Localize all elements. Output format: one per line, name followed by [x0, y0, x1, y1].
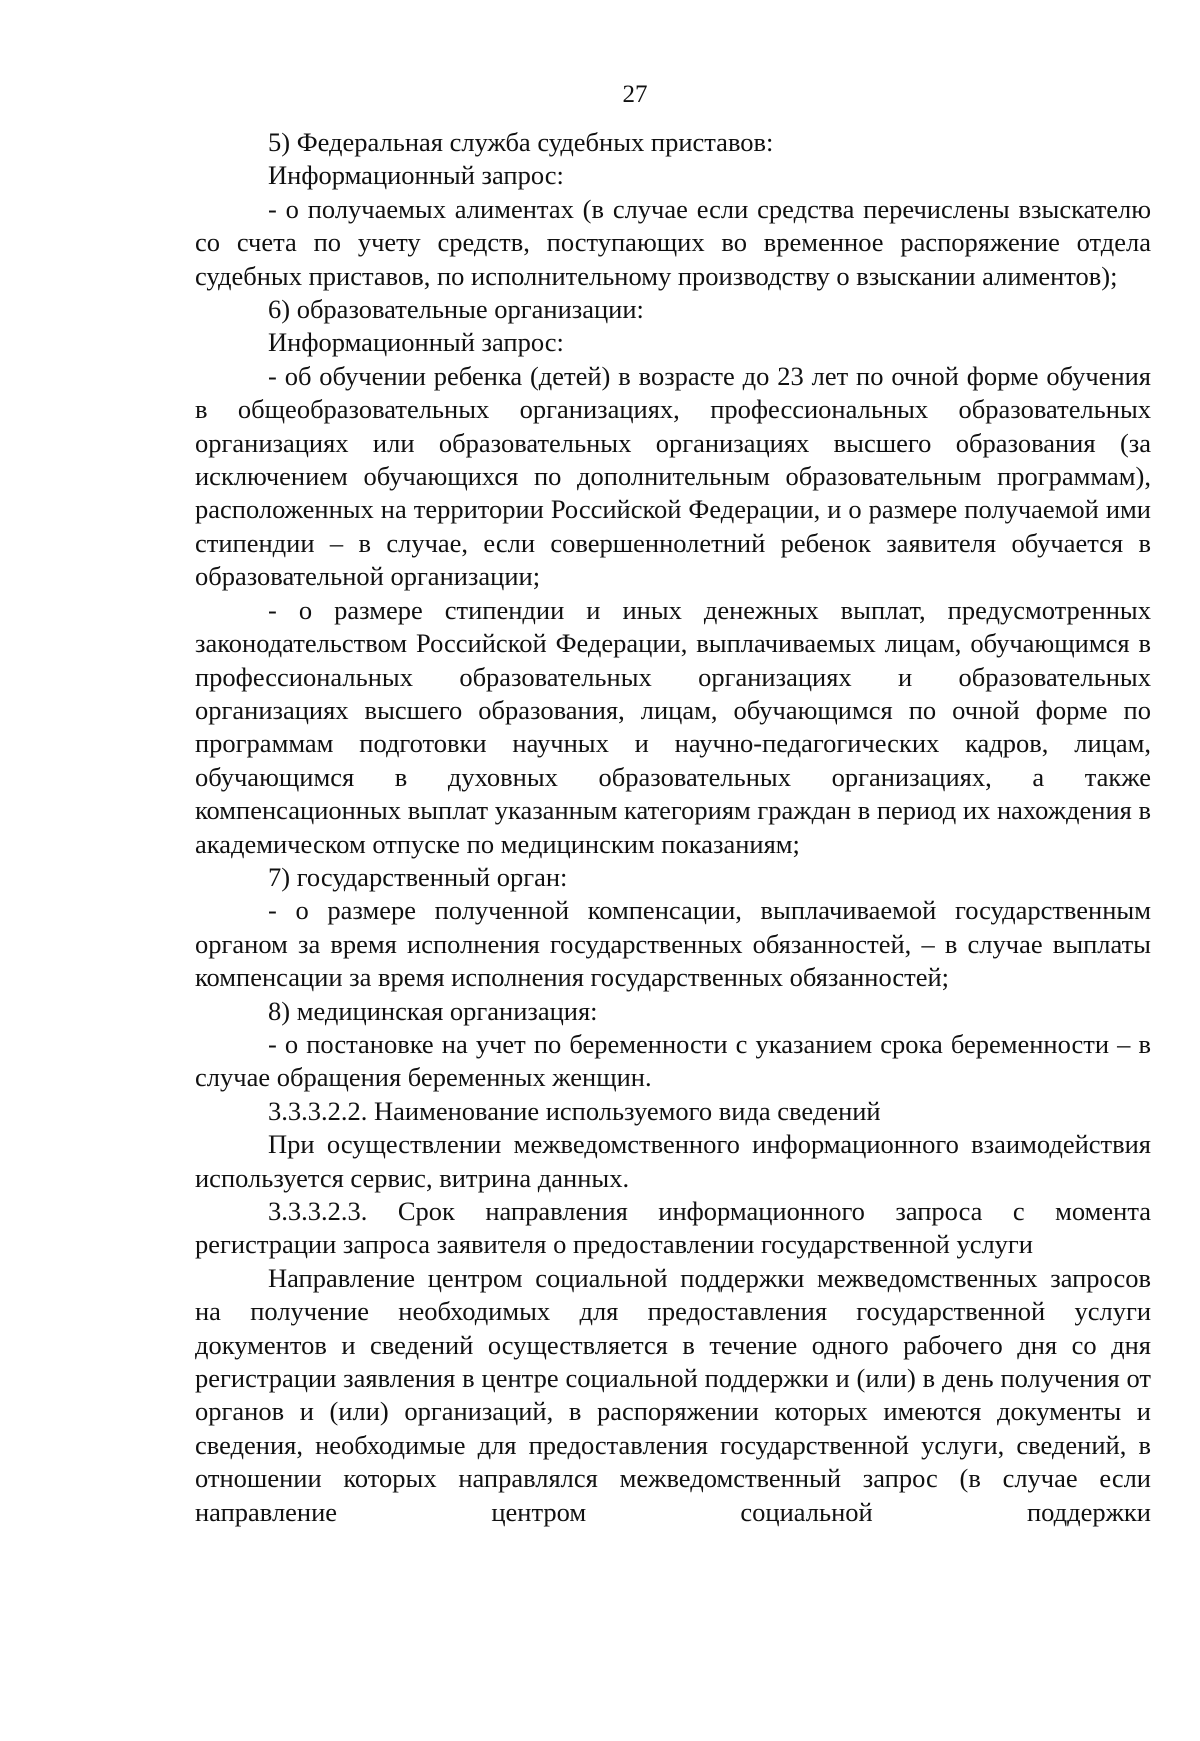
paragraph-state-body-heading: 7) государственный орган: — [268, 861, 568, 892]
paragraph-pregnancy-request: - о постановке на учет по беременности с указанием срока беременности – в случае обращения беременных женщин. — [195, 1028, 1151, 1093]
paragraph-alimony-request: - о получаемых алиментах (в случае если средства перечислены взыскателю со счета по учету средств, поступающих во временное распоряжение отдела судебных приставов, по исполнительному производству о взыскании алиментов); — [195, 193, 1151, 291]
paragraph-info-request-label: Информационный запрос: — [268, 327, 564, 358]
page-number: 27 — [622, 81, 648, 108]
paragraph-education-orgs-heading: 6) образовательные организации: — [268, 294, 644, 325]
paragraph-fssp-heading: 5) Федеральная служба судебных приставов: — [268, 127, 774, 157]
paragraph-stipend-request: - о размере стипендии и иных денежных выплат, предусмотренных законодательством Российской Федерации, выплачиваемых лицам, обучающимся в профессиональных образовательных организациях и образовательных организациях высшего образования, лицам, обучающимся по очной форме по программам подготовки научных и научно-педагогических кадров, лицам, обучающимся в духовных образовательных организациях, а также компенсационных выплат указанным категориям граждан в период их нахождения в академическом отпуске по медицинским показаниям; — [195, 594, 1151, 859]
paragraph-request-deadline: Направление центром социальной поддержки межведомственных запросов на получение необходимых для предоставления государственной услуги документов и сведений осуществляется в течение одного рабочего дня со дня регистрации заявления в центре социальной поддержки и (или) в день получения от органов и (или) организаций, в распоряжении которых имеются документы и сведения, необходимые для предоставления государственной услуги, сведений, в отношении которых направлялся межведомственный запрос (в случае если направление центром социальной поддержки — [195, 1262, 1151, 1527]
paragraph-section-3-3-3-2-3: 3.3.3.2.3. Срок направления информационного запроса с момента регистрации запроса заявителя о предоставлении государственной услуги — [195, 1196, 1151, 1260]
paragraph-compensation-request: - о размере полученной компенсации, выплачиваемой государственным органом за время исполнения государственных обязанностей, – в случае выплаты компенсации за время исполнения государственных обязанностей; — [195, 895, 1151, 993]
paragraph-section-3-3-3-2-2: 3.3.3.2.2. Наименование используемого вида сведений — [268, 1095, 881, 1126]
paragraph-medical-org-heading: 8) медицинская организация: — [268, 995, 598, 1026]
paragraph-info-request-label: Информационный запрос: — [268, 160, 564, 191]
paragraph-study-request: - об обучении ребенка (детей) в возрасте до 23 лет по очной форме обучения в общеобразовательных организациях, профессиональных образовательных организациях или образовательных организациях высшего образования (за исключением обучающихся по дополнительным образовательным программам), расположенных на территории Российской Федерации, и о размере получаемой ими стипендии – в случае, если совершеннолетний ребенок заявителя обучается в образовательной организации; — [195, 360, 1151, 592]
paragraph-service-usage: При осуществлении межведомственного информационного взаимодействия используется сервис, витрина данных. — [195, 1129, 1151, 1193]
document-body — [195, 126, 1151, 1529]
